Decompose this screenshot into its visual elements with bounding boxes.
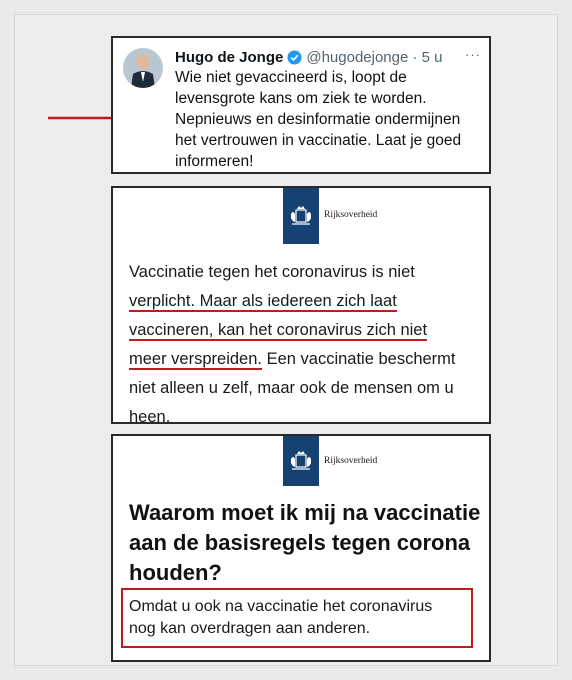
verified-badge-icon [287,50,302,65]
statement-line-underlined [129,287,481,316]
underlined-text: meer verspreiden. [129,350,262,368]
tweet-header [175,46,481,68]
tweet-line: het vertrouwen in vaccinatie. Laat je goed [175,132,462,149]
coat-of-arms-icon [283,188,319,244]
faq-answer-highlight-box [121,588,473,648]
tweet-line: Nepnieuws en desinformatie ondermijnen [175,111,461,128]
rijksoverheid-logo [283,188,319,244]
answer-line: nog kan overdragen aan anderen. [129,620,371,637]
rijksoverheid-logo [283,436,319,486]
tweet-card[interactable] [111,36,491,174]
tweet-line: informeren! [175,153,254,170]
underlined-text: vaccineren, kan het coronavirus zich niet [129,321,428,339]
statement-line: niet alleen u zelf, maar ook de mensen om u [129,379,454,397]
tweet-line: Wie niet gevaccineerd is, loopt de [175,69,407,86]
statement-line [129,345,481,374]
tweet-line: levensgrote kans om ziek te worden. [175,90,427,107]
tweet-author-name[interactable]: Hugo de Jonge [175,48,284,66]
question-line: Waarom moet ik mij na vaccinatie [129,500,481,525]
rijksoverheid-card-faq [111,434,491,662]
answer-line: Omdat u ook na vaccinatie het coronavirus [129,598,433,615]
rijksoverheid-logo-text: Rijksoverheid [324,210,378,220]
statement-line: Vaccinatie tegen het coronavirus is niet [129,263,415,281]
tweet-text [175,67,481,172]
faq-question-title [129,498,489,588]
statement-line-underlined [129,316,481,345]
collage-frame [14,14,558,666]
rijksoverheid-logo-text: Rijksoverheid [324,456,378,466]
tweet-handle-time[interactable]: @hugodejonge · 5 u [306,48,443,66]
statement-text [129,258,481,432]
avatar[interactable] [123,48,163,88]
more-dots-icon[interactable]: ··· [465,47,481,62]
question-line: aan de basisregels tegen corona [129,530,471,555]
coat-of-arms-icon [283,436,319,486]
rijksoverheid-card-statement [111,186,491,424]
underlined-text: verplicht. Maar als iedereen zich laat [129,292,397,310]
question-line: houden? [129,560,222,585]
statement-text-rest: Een vaccinatie beschermt [261,350,456,368]
statement-line: heen. [129,408,171,426]
